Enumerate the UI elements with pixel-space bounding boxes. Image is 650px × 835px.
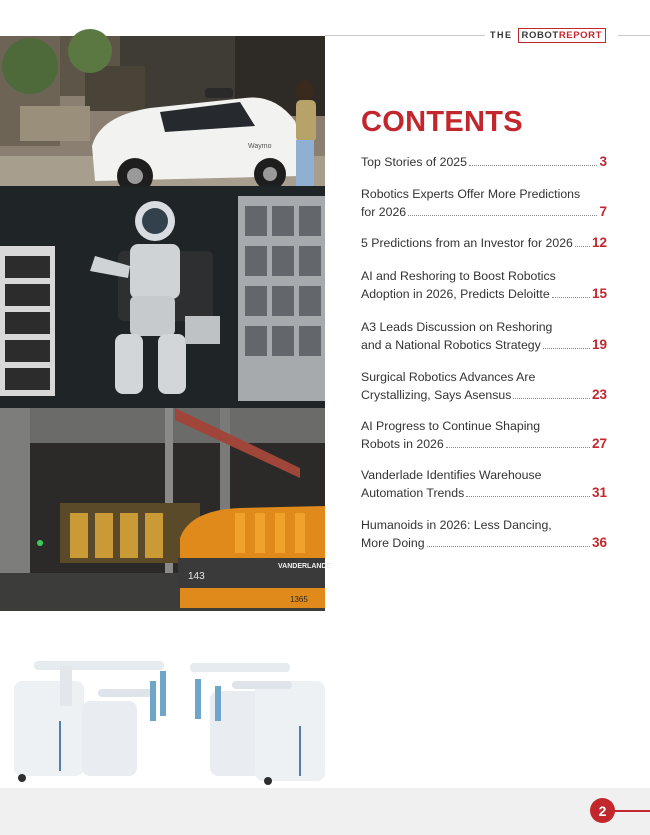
page-footer [0, 788, 650, 835]
tram-fleet: 1365 [290, 595, 308, 604]
toc-entry-line [361, 484, 607, 502]
toc-item-ai-progress[interactable] [361, 417, 607, 453]
photo-collage [0, 36, 332, 788]
toc-entry-line: Vanderlade Identifies Warehouse [361, 468, 542, 482]
toc-page-number: 15 [591, 286, 607, 301]
toc-page-number: 19 [591, 337, 607, 352]
toc-page-number: 3 [599, 154, 607, 169]
toc-entry-title: Adoption in 2026, Predicts Deloitte [361, 287, 550, 301]
toc-item-ai-reshoring-deloitte[interactable] [361, 267, 607, 303]
toc-entry-title: More Doing [361, 536, 425, 550]
toc-entry-title: 5 Predictions from an Investor for 2026 [361, 236, 573, 250]
toc-page-number: 27 [591, 436, 607, 451]
toc-entry-title: Automation Trends [361, 486, 465, 500]
toc-entry-line: A3 Leads Discussion on Reshoring [361, 320, 553, 334]
toc-leader-dots [446, 447, 590, 448]
toc-item-a3-reshoring[interactable] [361, 318, 607, 354]
toc-entry-title: Top Stories of 2025 [361, 155, 467, 169]
photo-warehouse [0, 408, 332, 618]
toc-entry-line: Robotics Experts Offer More Predictions [361, 187, 581, 201]
surgical-robots-image [0, 611, 325, 788]
toc-entry-title: and a National Robotics Strategy [361, 338, 541, 352]
header-rule-right [618, 35, 650, 36]
toc-item-warehouse-trends[interactable] [361, 466, 607, 502]
toc-entry-title: Crystallizing, Says Asensus [361, 388, 512, 402]
toc-item-surgical-robotics[interactable] [361, 368, 607, 404]
toc-leader-dots [427, 546, 590, 547]
toc-item-top-stories[interactable] [361, 153, 607, 171]
toc-page-number: 23 [591, 387, 607, 402]
photo-surgical-robots [0, 611, 325, 788]
photo-robotaxi [0, 36, 325, 194]
toc-leader-dots [469, 165, 598, 166]
toc-entry-line [361, 203, 607, 221]
toc-entry-line: Surgical Robotics Advances Are [361, 370, 536, 384]
toc-item-humanoids[interactable] [361, 516, 607, 552]
toc-entry-line [361, 234, 607, 252]
toc-entry-line [361, 285, 607, 303]
toc-page-number: 7 [599, 204, 607, 219]
toc-leader-dots [575, 246, 590, 247]
toc-leader-dots [466, 496, 590, 497]
toc-entry-line [361, 153, 607, 171]
toc-entry-line [361, 435, 607, 453]
toc-entry-title: Robots in 2026 [361, 437, 444, 451]
toc-entry-line [361, 534, 607, 552]
toc-leader-dots [513, 398, 590, 399]
toc-page-number: 36 [591, 535, 607, 550]
brand-the: THE [490, 30, 513, 40]
toc-page-number: 12 [591, 235, 607, 250]
tram-brand: VANDERLANDE [278, 563, 332, 570]
toc-item-experts-predictions[interactable] [361, 185, 607, 221]
brand-robot: ROBOT [521, 30, 559, 41]
brand-report: REPORT [558, 30, 602, 41]
brand-box [518, 28, 607, 43]
page-number-badge: 2 [590, 798, 615, 823]
photo-humanoid [0, 186, 325, 408]
toc-leader-dots [408, 215, 597, 216]
toc-leader-dots [552, 297, 590, 298]
toc-entry-line: AI and Reshoring to Boost Robotics [361, 269, 556, 283]
toc-item-investor-predictions[interactable] [361, 234, 607, 252]
toc-entry-title: for 2026 [361, 205, 407, 219]
robotaxi-image [0, 36, 325, 194]
contents-title: CONTENTS [361, 106, 523, 138]
toc-leader-dots [543, 348, 590, 349]
humanoid-image [0, 186, 325, 408]
header-rule-left [325, 35, 485, 36]
warehouse-image [0, 408, 332, 618]
toc-entry-line [361, 386, 607, 404]
toc-entry-line [361, 336, 607, 354]
tram-number: 143 [188, 571, 205, 582]
toc-page-number: 31 [591, 485, 607, 500]
page-number-rule [612, 810, 650, 812]
brand-logo [490, 27, 606, 43]
toc-entry-line: Humanoids in 2026: Less Dancing, [361, 518, 552, 532]
toc-entry-line: AI Progress to Continue Shaping [361, 419, 541, 433]
car-label: Waymo [248, 143, 272, 150]
